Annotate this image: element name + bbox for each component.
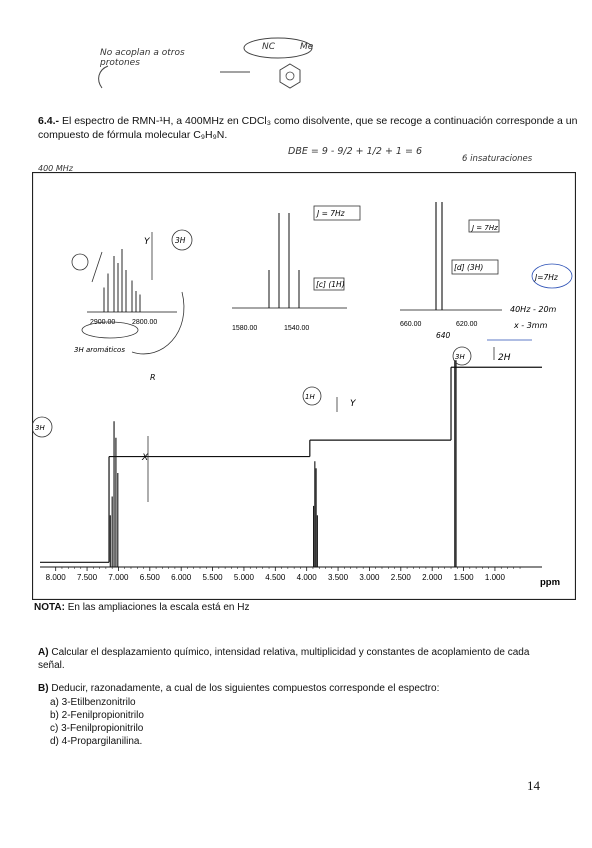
handwritten-calc: 40Hz - 20m bbox=[510, 305, 557, 314]
handwritten-me: Me bbox=[300, 42, 314, 52]
x-tick-label: 2.500 bbox=[390, 573, 411, 582]
problem-number: 6.4.- bbox=[38, 115, 60, 127]
x-tick-label: 1.500 bbox=[453, 573, 474, 582]
handwritten-i: 2H bbox=[498, 353, 511, 363]
handwritten-aromatic: 3H aromáticos bbox=[74, 346, 125, 354]
x-tick-label: 4.000 bbox=[296, 573, 317, 582]
handwritten-note-top: No acoplan a otros protones bbox=[100, 48, 185, 68]
x-tick-label: 6.000 bbox=[171, 573, 192, 582]
note-label: NOTA: bbox=[34, 602, 65, 613]
x-tick-label: 1.000 bbox=[484, 573, 505, 582]
page-number: 14 bbox=[527, 778, 540, 793]
handwritten-y: Y bbox=[350, 399, 356, 409]
x-tick-label: 4.500 bbox=[265, 573, 286, 582]
handwritten-j-doublet: J = 7Hz bbox=[472, 224, 498, 232]
inset2-tick-label: 1580.00 bbox=[232, 325, 258, 332]
question-b-label: B) bbox=[38, 683, 49, 694]
x-tick-label: 2.000 bbox=[422, 573, 443, 582]
note bbox=[34, 602, 249, 613]
handwritten-mult-quartet: [c] (1H) bbox=[316, 280, 345, 289]
x-tick-label: 6.500 bbox=[139, 573, 160, 582]
handwritten-dbe-note: 6 insaturaciones bbox=[462, 154, 533, 164]
x-tick-label: 7.000 bbox=[108, 573, 129, 582]
question-b-text: Deducir, razonadamente, a cual de los siguientes compuestos corresponde el espectro: bbox=[51, 683, 440, 694]
handwritten-int-1h: 1H bbox=[305, 393, 315, 401]
question-a bbox=[38, 646, 538, 672]
x-axis-label: ppm bbox=[540, 577, 561, 588]
problem-statement bbox=[38, 114, 578, 142]
handwritten-3h-inset: 3H bbox=[175, 236, 186, 245]
inset1-tick-label: 2900.00 bbox=[90, 319, 116, 326]
x-tick-label: 3.500 bbox=[328, 573, 349, 582]
option-b: b) 2-Fenilpropionitrilo bbox=[50, 710, 144, 721]
inset3-tick-label: 620.00 bbox=[456, 321, 478, 328]
handwritten-j-blue: J=7Hz bbox=[535, 273, 558, 282]
x-tick-label: 5.500 bbox=[202, 573, 223, 582]
question-a-text: Calcular el desplazamiento químico, intensidad relativa, multiplicidad y constantes de acoplamiento de cada señal. bbox=[38, 647, 530, 671]
question-b-options bbox=[50, 696, 144, 748]
inset3-tick-label: 660.00 bbox=[400, 321, 422, 328]
x-tick-label: 8.000 bbox=[45, 573, 66, 582]
x-tick-label: 7.500 bbox=[77, 573, 98, 582]
handwritten-640: 640 bbox=[436, 331, 451, 340]
inset2-tick-label: 1540.00 bbox=[284, 325, 310, 332]
note-text: En las ampliaciones la escala está en Hz bbox=[67, 602, 250, 613]
handwritten-calc2: x - 3mm bbox=[514, 321, 548, 330]
option-c: c) 3-Fenilpropionitrilo bbox=[50, 723, 144, 734]
option-a: a) 3-Etilbenzonitrilo bbox=[50, 697, 136, 708]
handwritten-mult-doublet: [d] (3H) bbox=[454, 263, 484, 272]
inset1-tick-label: 2800.00 bbox=[132, 319, 158, 326]
handwritten-x: X bbox=[142, 453, 149, 463]
handwritten-int-3h: 3H bbox=[35, 424, 45, 432]
question-b bbox=[38, 682, 558, 695]
option-d: d) 4-Propargilanilina. bbox=[50, 736, 143, 747]
handwritten-int-3h-b: 3H bbox=[455, 353, 465, 361]
handwritten-dbe: DBE = 9 - 9/2 + 1/2 + 1 = 6 bbox=[288, 146, 423, 157]
handwritten-mhz: 400 MHz bbox=[38, 164, 73, 173]
handwritten-r: R bbox=[150, 373, 156, 382]
question-a-label: A) bbox=[38, 647, 49, 658]
x-tick-label: 5.000 bbox=[233, 573, 254, 582]
x-tick-label: 3.000 bbox=[359, 573, 380, 582]
nmr-spectrum-chart bbox=[32, 172, 576, 600]
handwritten-nc: NC bbox=[262, 42, 276, 52]
handwritten-y-inset: Y bbox=[144, 237, 150, 247]
handwritten-sketch bbox=[60, 30, 320, 110]
handwritten-j-quartet: J = 7Hz bbox=[317, 209, 345, 218]
problem-text: El espectro de RMN-¹H, a 400MHz en CDCl₃ como disolvente, que se recoge a continuación corresponde a un compuesto de fórmula molecular C₉H₉N. bbox=[38, 115, 578, 141]
